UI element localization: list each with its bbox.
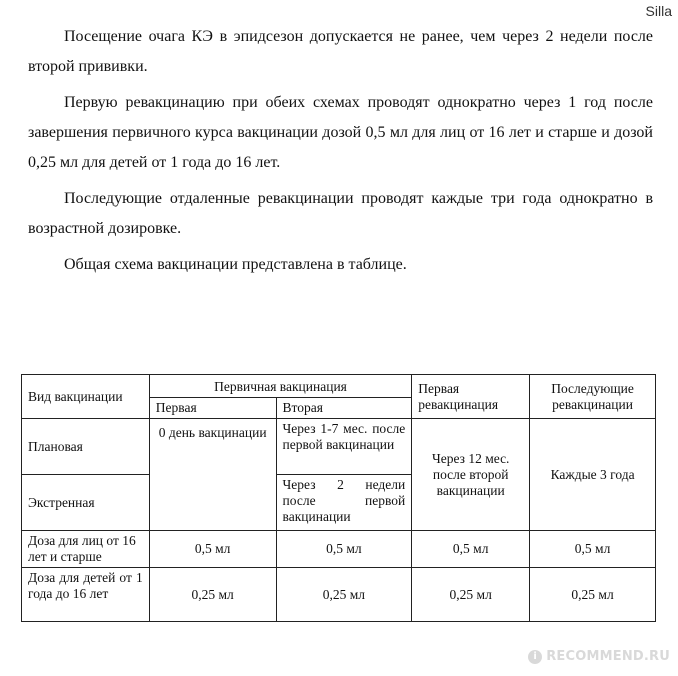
header-next-revaccinations: Последующие ревакцинации xyxy=(530,375,656,419)
cell-adult-dose-first-revac: 0,5 мл xyxy=(412,531,530,568)
site-watermark-text: RECOMMEND.RU xyxy=(546,649,670,664)
table-row-planned xyxy=(22,419,656,475)
table-row-child-dose xyxy=(22,568,656,622)
header-first-revaccination: Первая ревакцинация xyxy=(412,375,530,419)
table-row-adult-dose xyxy=(22,531,656,568)
cell-adult-dose-second: 0,5 мл xyxy=(276,531,412,568)
cell-child-dose-next-revac: 0,25 мл xyxy=(530,568,656,622)
cell-child-dose-first: 0,25 мл xyxy=(149,568,276,622)
paragraph-table-intro: Общая схема вакцинации представлена в таблице. xyxy=(64,256,407,273)
document-text xyxy=(28,22,653,280)
paragraph-later-revaccinations: Последующие отдаленные ревакцинации проводят каждые три года однократно в возрастной дозировке. xyxy=(28,190,653,237)
cell-adult-dose-next-revac: 0,5 мл xyxy=(530,531,656,568)
vaccination-schedule-table xyxy=(21,374,656,622)
header-second-dose: Вторая xyxy=(276,398,412,419)
row-label-emergency: Экстренная xyxy=(22,475,150,531)
cell-first-dose-day: 0 день вакцинации xyxy=(149,419,276,531)
table-header-row xyxy=(22,375,656,398)
cell-child-dose-second: 0,25 мл xyxy=(276,568,412,622)
cell-planned-second-dose: Через 1-7 мес. после первой вакцинации xyxy=(276,419,412,475)
header-first-dose: Первая xyxy=(149,398,276,419)
row-label-child-dose: Доза для детей от 1 года до 16 лет xyxy=(22,568,150,622)
author-watermark: Silla xyxy=(645,3,672,19)
cell-adult-dose-first: 0,5 мл xyxy=(149,531,276,568)
header-kind: Вид вакцинации xyxy=(22,375,150,419)
site-watermark xyxy=(528,649,670,664)
row-label-adult-dose: Доза для лиц от 16 лет и старше xyxy=(22,531,150,568)
header-primary-vaccination: Первичная вакцинация xyxy=(149,375,411,398)
cell-child-dose-first-revac: 0,25 мл xyxy=(412,568,530,622)
paragraph-visit-focus: Посещение очага КЭ в эпидсезон допускается не ранее, чем через 2 недели после второй прививки. xyxy=(28,28,653,75)
cell-next-revaccination-timing: Каждые 3 года xyxy=(530,419,656,531)
cell-emergency-second-dose: Через 2 недели после первой вакцинации xyxy=(276,475,412,531)
recommend-logo-icon: i xyxy=(528,650,542,664)
paragraph-first-revaccination: Первую ревакцинацию при обеих схемах проводят однократно через 1 год после завершения первичного курса вакцинации дозой 0,5 мл для лиц от 16 лет и старше и дозой 0,25 мл для детей от 1 года до 16 лет. xyxy=(28,94,653,171)
cell-first-revaccination-timing: Через 12 мес. после второй вакцинации xyxy=(412,419,530,531)
row-label-planned: Плановая xyxy=(22,419,150,475)
